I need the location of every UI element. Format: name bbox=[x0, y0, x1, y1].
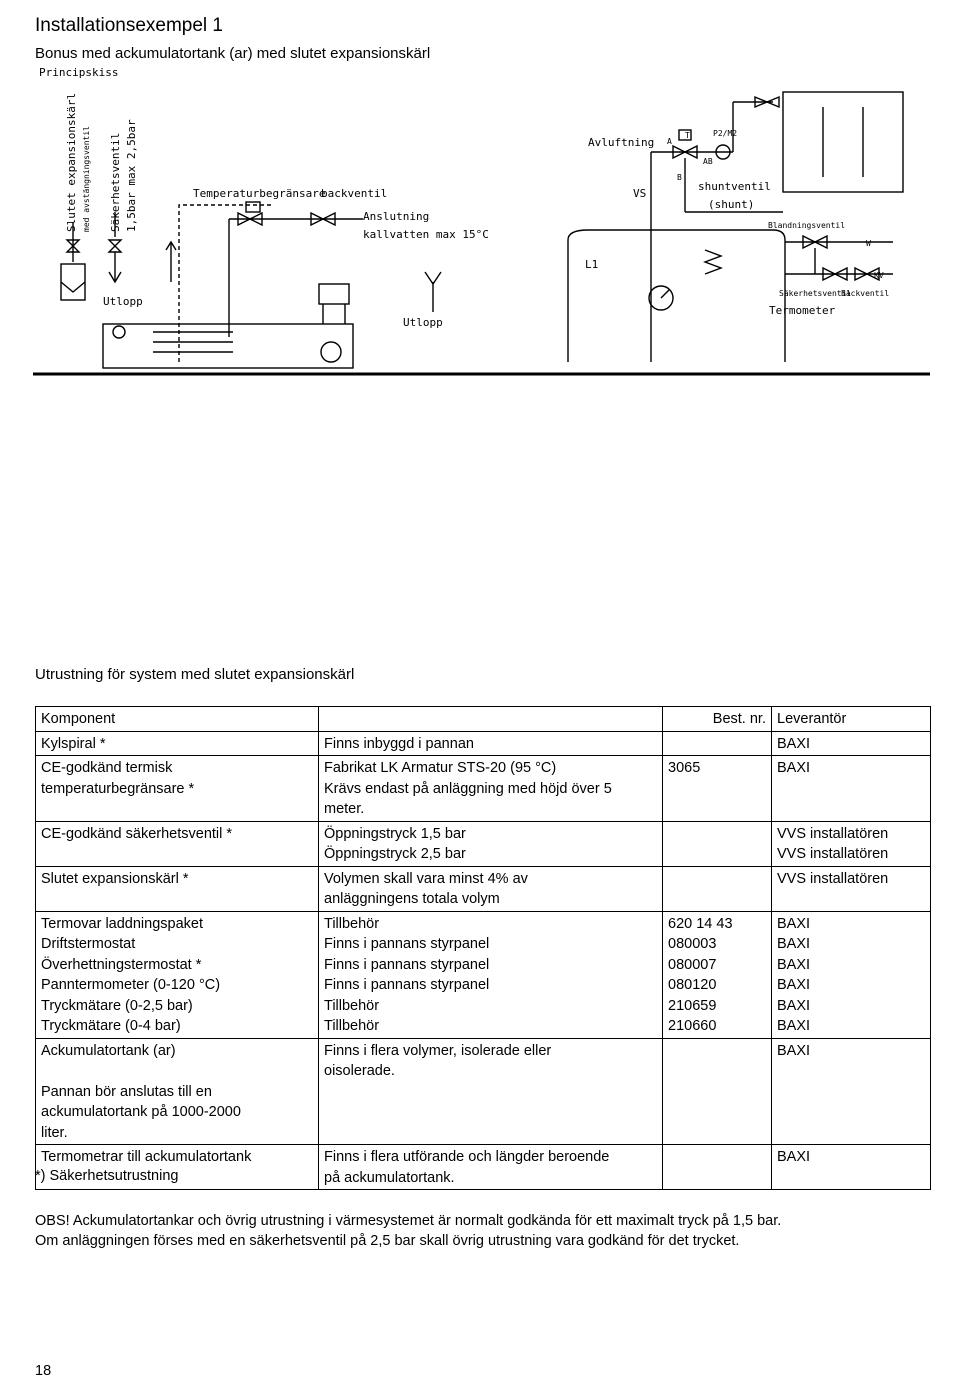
cell-description: Finns inbyggd i pannan bbox=[319, 731, 663, 756]
cell-supplier: VVS installatören VVS installatören bbox=[772, 821, 931, 866]
obs-line-1: OBS! Ackumulatortankar och övrig utrustning i värmesystemet är normalt godkända för ett maximalt tryck på 1,5 bar. bbox=[35, 1213, 782, 1229]
cell-supplier: BAXI BAXI BAXI BAXI BAXI BAXI bbox=[772, 911, 931, 1038]
label-outlet-mid: Utlopp bbox=[403, 316, 443, 329]
label-cold-water: kallvatten max 15°C bbox=[363, 228, 489, 241]
label-kv: KV bbox=[874, 271, 884, 280]
label-temp-limiter: Temperaturbegränsare bbox=[193, 187, 326, 200]
cell-supplier: VVS installatören bbox=[772, 866, 931, 911]
cell-description: Öppningstryck 1,5 bar Öppningstryck 2,5 bar bbox=[319, 821, 663, 866]
label-thermometer: Termometer bbox=[769, 304, 836, 317]
header-best-nr: Best. nr. bbox=[663, 707, 772, 732]
label-connection: Anslutning bbox=[363, 210, 430, 223]
label-w: W bbox=[866, 239, 871, 248]
header-description bbox=[319, 707, 663, 732]
principle-diagram bbox=[33, 62, 930, 382]
label-safety-valve: Säkerhetsventil bbox=[109, 132, 122, 232]
diagram-heading: Principskiss bbox=[39, 66, 119, 79]
label-b: B bbox=[677, 173, 682, 182]
section-heading: Utrustning för system med slutet expansionskärl bbox=[35, 666, 355, 683]
cell-component: Kylspiral * bbox=[36, 731, 319, 756]
cell-supplier: BAXI bbox=[772, 756, 931, 822]
cell-best-nr bbox=[663, 731, 772, 756]
obs-line-2: Om anläggningen förses med en säkerhetsventil på 2,5 bar skall övrig utrustning vara godkänd för det trycket. bbox=[35, 1233, 740, 1249]
label-p2m2: P2/M2 bbox=[713, 129, 738, 138]
cell-component: Termovar laddningspaket Driftstermostat Överhettningstermostat * Panntermometer (0-120 °C) Tryckmätare (0-2,5 bar) Tryckmätare (0-4 bar) bbox=[36, 911, 319, 1038]
table-header-row bbox=[36, 707, 931, 732]
label-safety-valve-right: Säkerhetsventil bbox=[779, 289, 852, 298]
label-l1: L1 bbox=[585, 258, 599, 271]
equipment-table bbox=[35, 706, 931, 1190]
obs-note bbox=[35, 1211, 935, 1251]
cell-best-nr: 3065 bbox=[663, 756, 772, 822]
page-number: 18 bbox=[35, 1363, 52, 1379]
table-row bbox=[36, 866, 931, 911]
label-vs: VS bbox=[633, 187, 647, 200]
table-row bbox=[36, 821, 931, 866]
cell-supplier: BAXI bbox=[772, 1145, 931, 1190]
cell-component: Slutet expansionskärl * bbox=[36, 866, 319, 911]
table-row bbox=[36, 756, 931, 822]
cell-component: CE-godkänd termisk temperaturbegränsare * bbox=[36, 756, 319, 822]
table-row bbox=[36, 911, 931, 1038]
cell-description: Fabrikat LK Armatur STS-20 (95 °C) Krävs endast på anläggning med höjd över 5 meter. bbox=[319, 756, 663, 822]
cell-supplier: BAXI bbox=[772, 731, 931, 756]
label-outlet-left: Utlopp bbox=[103, 295, 143, 308]
cell-description: Tillbehör Finns i pannans styrpanel Finns i pannans styrpanel Finns i pannans styrpanel Tillbehör Tillbehör bbox=[319, 911, 663, 1038]
cell-best-nr bbox=[663, 1038, 772, 1145]
label-t: T bbox=[685, 131, 690, 140]
cell-component: CE-godkänd säkerhetsventil * bbox=[36, 821, 319, 866]
cell-description: Finns i flera volymer, isolerade eller oisolerade. bbox=[319, 1038, 663, 1145]
label-venting: Avluftning bbox=[588, 136, 655, 149]
cell-description: Finns i flera utförande och längder beroende på ackumulatortank. bbox=[319, 1145, 663, 1190]
label-shunt-valve: shuntventil bbox=[698, 180, 771, 193]
cell-best-nr bbox=[663, 1145, 772, 1190]
cell-description: Volymen skall vara minst 4% av anläggningens totala volym bbox=[319, 866, 663, 911]
label-a: A bbox=[667, 137, 672, 146]
label-expansion-vessel-2: med avstängningsventil bbox=[82, 126, 91, 232]
page-title: Installationsexempel 1 bbox=[35, 15, 223, 36]
cell-best-nr bbox=[663, 866, 772, 911]
label-ab: AB bbox=[703, 157, 713, 166]
table-row bbox=[36, 731, 931, 756]
label-expansion-vessel: Slutet expansionskärl bbox=[65, 92, 78, 232]
table-row bbox=[36, 1038, 931, 1145]
cell-best-nr bbox=[663, 821, 772, 866]
cell-best-nr: 620 14 43 080003 080007 080120 210659 210660 bbox=[663, 911, 772, 1038]
label-check-valve-right: Backventil bbox=[841, 289, 890, 298]
header-supplier: Leverantör bbox=[772, 707, 931, 732]
cell-component: Termometrar till ackumulatortank bbox=[36, 1145, 319, 1190]
label-shunt: (shunt) bbox=[708, 198, 755, 211]
page-subtitle: Bonus med ackumulatortank (ar) med slutet expansionskärl bbox=[35, 45, 431, 62]
label-safety-valve-2: 1,5bar max 2,5bar bbox=[125, 119, 138, 232]
cell-component: Ackumulatortank (ar) Pannan bör anslutas till en ackumulatortank på 1000-2000 liter. bbox=[36, 1038, 319, 1145]
header-component: Komponent bbox=[36, 707, 319, 732]
label-check-valve: backventil bbox=[321, 187, 388, 200]
footnote: *) Säkerhetsutrustning bbox=[35, 1168, 179, 1184]
cell-supplier: BAXI bbox=[772, 1038, 931, 1145]
label-mixing-valve: Blandningsventil bbox=[768, 221, 846, 230]
